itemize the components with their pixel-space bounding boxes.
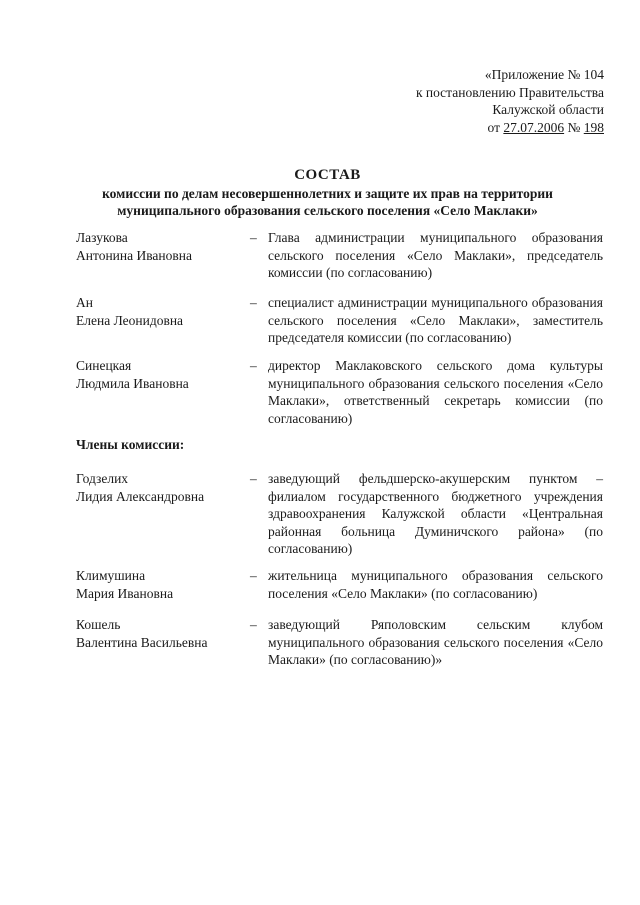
person-surname: Лазукова xyxy=(76,230,128,245)
dash-separator: – xyxy=(250,617,257,632)
person-name xyxy=(76,470,236,505)
appendix-number-sep: № xyxy=(564,119,584,135)
person-role: специалист администрации муниципального образования сельского поселения «Село Маклаки», заместитель председателя комиссии (по согласованию) xyxy=(268,295,603,345)
person-name xyxy=(76,294,236,329)
person-given-name: Людмила Ивановна xyxy=(76,375,189,391)
person-given-name: Елена Леонидовна xyxy=(76,312,184,328)
appendix-line-2: к постановлению Правительства xyxy=(415,84,604,100)
appendix-date: 27.07.2006 xyxy=(503,119,565,135)
person-role: заведующий Ряполовским сельским клубом муниципального образования сельского поселения «Село Маклаки» (по согласованию)» xyxy=(268,617,603,667)
person-name xyxy=(76,357,236,392)
document-title xyxy=(60,166,595,219)
dash-separator: – xyxy=(250,358,257,373)
appendix-header xyxy=(416,66,604,136)
person-surname: Кошель xyxy=(76,617,121,632)
title-line-2: муниципального образования сельского поселения «Село Маклаки» xyxy=(117,203,538,218)
person-name xyxy=(76,616,236,651)
person-given-name: Валентина Васильевна xyxy=(76,634,208,650)
person-name xyxy=(76,567,236,602)
appendix-number: 198 xyxy=(583,119,604,135)
dash-separator: – xyxy=(250,230,257,245)
person-surname: Климушина xyxy=(76,568,146,583)
appendix-line-3: Калужской области xyxy=(492,102,604,117)
person-surname: Годзелих xyxy=(76,471,129,486)
title-heading: СОСТАВ xyxy=(294,167,361,183)
members-heading: Члены комиссии: xyxy=(76,437,185,452)
title-line-1: комиссии по делам несовершеннолетних и защите их прав на территории xyxy=(102,186,553,201)
person-given-name: Антонина Ивановна xyxy=(76,247,192,263)
person-role: Глава администрации муниципального образования сельского поселения «Село Маклаки», председатель комиссии (по согласованию) xyxy=(268,230,603,280)
dash-separator: – xyxy=(250,471,257,486)
appendix-line-4 xyxy=(416,119,604,137)
person-surname: Ан xyxy=(76,295,93,310)
person-role: жительница муниципального образования сельского поселения «Село Маклаки» (по согласованию) xyxy=(268,568,603,601)
person-given-name: Мария Ивановна xyxy=(76,585,174,601)
appendix-date-prefix: от xyxy=(487,119,504,135)
person-role: заведующий фельдшерско-акушерским пунктом – филиалом государственного бюджетного учреждения здравоохранения Калужской области «Центральная районная больница Думиничского района» (по согласованию) xyxy=(268,471,603,556)
appendix-line-1: «Приложение № 104 xyxy=(484,67,604,82)
person-name xyxy=(76,229,236,264)
dash-separator: – xyxy=(250,568,257,583)
person-given-name: Лидия Александровна xyxy=(76,488,205,504)
dash-separator: – xyxy=(250,295,257,310)
person-role: директор Маклаковского сельского дома культуры муниципального образования сельского поселения «Село Маклаки», ответственный секретарь комиссии (по согласованию) xyxy=(268,358,603,426)
person-surname: Синецкая xyxy=(76,358,132,373)
